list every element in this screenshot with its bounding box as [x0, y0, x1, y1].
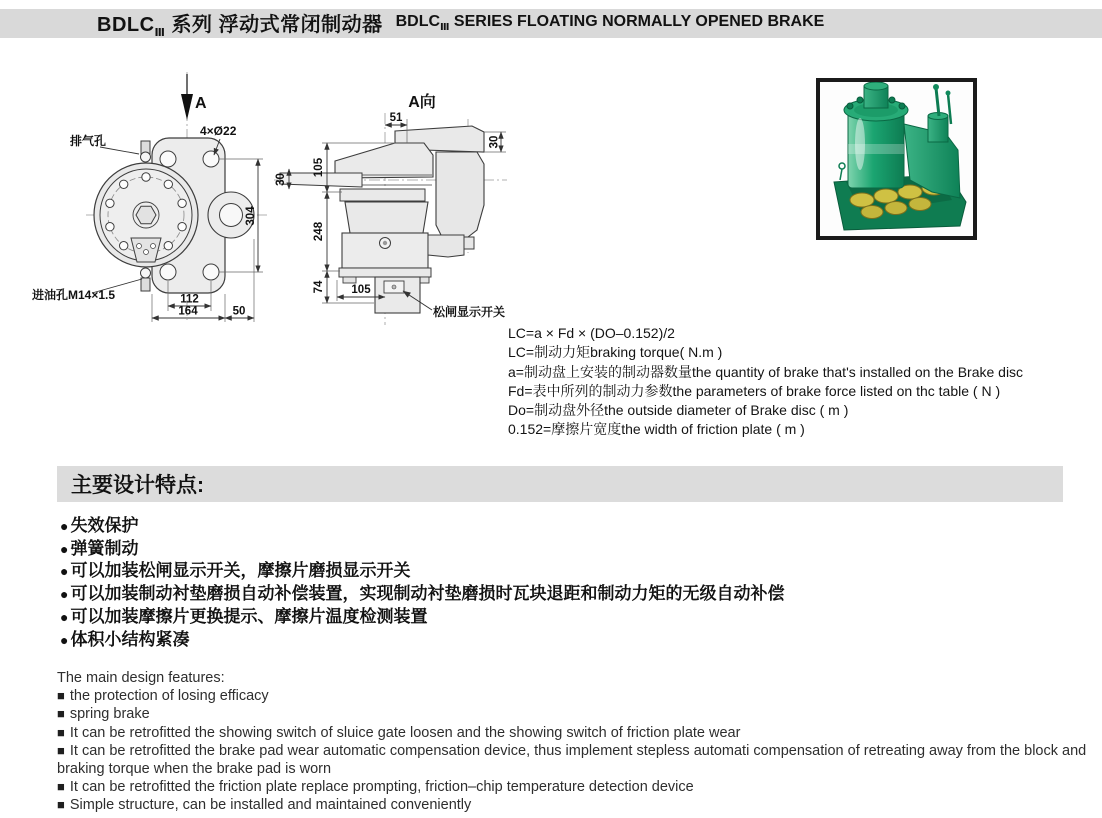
bullet-dot-icon: ●	[60, 540, 69, 557]
right-housing	[436, 152, 484, 237]
center-hex-nut	[136, 206, 156, 223]
brand-zh: BDLC	[97, 14, 155, 36]
page-header	[0, 9, 1102, 38]
title-zh-text: 系列 浮动式常闭制动器	[171, 14, 383, 36]
spring-chamber	[345, 202, 428, 233]
feature-zh-item	[60, 629, 784, 652]
feature-zh-text: 弹簧制动	[70, 538, 139, 558]
release-switch-label: 松闸显示开关	[433, 305, 506, 319]
dim-248: 248	[313, 221, 325, 242]
oil-inlet-port	[141, 268, 151, 278]
page-title-zh	[97, 8, 383, 39]
exhaust-hole-label: 排气孔	[70, 134, 107, 148]
bullet-dot-icon: ●	[60, 518, 69, 534]
bullet-dot-icon: ●	[60, 563, 69, 580]
feature-en-item	[57, 705, 1099, 723]
feature-zh-item	[60, 515, 784, 538]
side-view-title: A向	[408, 94, 436, 111]
feature-zh-item	[60, 538, 784, 561]
dim-30-right: 30	[488, 135, 501, 149]
feature-en-text: Simple structure, can be installed and maintained conveniently	[69, 797, 472, 814]
features-en-heading: The main design features:	[57, 670, 225, 686]
formula-block	[508, 324, 1023, 440]
feature-en-text: spring brake	[69, 706, 150, 723]
formula-line: Fd=表中所列的制动力参数the parameters of brake force listed on thc table ( N )	[508, 382, 1001, 399]
bullet-dot-icon: ●	[60, 631, 69, 648]
feature-en-text: It can be retrofitted the friction plate replace prompting, friction–chip temperature detection device	[69, 779, 694, 796]
feature-en-item	[57, 742, 1099, 778]
oil-inlet-label: 进油孔M14×1.5	[32, 288, 116, 302]
bullet-dot-icon: ●	[60, 586, 69, 603]
bolt-holes-label: 4×Ø22	[200, 124, 237, 138]
series-subscript-zh: Ⅲ	[154, 27, 166, 39]
brake-photo-render	[820, 82, 973, 236]
feature-zh-text: 可以加装摩擦片更换提示、摩擦片温度检测装置	[70, 606, 428, 626]
features-zh-list	[60, 515, 784, 651]
dim-105-left: 105	[313, 157, 325, 178]
dim-30-left: 30	[275, 173, 287, 186]
product-photo	[816, 78, 977, 240]
title-en-text: SERIES FLOATING NORMALLY OPENED BRAKE	[453, 13, 825, 31]
feature-en-text: It can be retrofitted the brake pad wear automatic compensation device, thus implement stepless automati compensation of retreating away from the block and braking torque when the brake pad is worn	[57, 742, 1087, 778]
front-view-drawing	[30, 66, 280, 328]
dim-105-bottom: 105	[351, 284, 371, 296]
feature-en-item	[57, 724, 1099, 742]
feature-zh-item	[60, 606, 784, 629]
bullet-square-icon: ■	[57, 779, 65, 795]
view-arrow-label: A	[195, 95, 207, 112]
dim-50: 50	[232, 305, 246, 318]
formula-line: a=制动盘上安装的制动器数量the quantity of brake that's installed on the Brake disc	[508, 363, 1024, 380]
feature-zh-text: 失效保护	[70, 516, 139, 535]
dim-164: 164	[178, 305, 198, 318]
feature-zh-text: 可以加装制动衬垫磨损自动补偿装置，实现制动衬垫磨损时瓦块退距和制动力矩的无级自动补偿	[70, 584, 785, 604]
feature-zh-text: 可以加装松闸显示开关，摩擦片磨损显示开关	[70, 561, 411, 581]
feature-zh-text: 体积小结构紧凑	[70, 629, 190, 649]
formula-line: LC=制动力矩braking torque( N.m )	[508, 344, 723, 361]
feature-en-text: the protection of losing efficacy	[69, 688, 269, 705]
side-view-drawing	[272, 85, 527, 330]
formula-line: 0.152=摩擦片宽度the width of friction plate ( m )	[508, 421, 805, 438]
dim-304: 304	[245, 206, 257, 226]
bullet-square-icon: ■	[57, 724, 65, 740]
dim-112: 112	[180, 293, 199, 306]
bullet-square-icon: ■	[57, 742, 65, 758]
dim-51: 51	[389, 112, 403, 124]
feature-en-item	[57, 796, 1099, 814]
feature-zh-item	[60, 583, 784, 606]
bullet-square-icon: ■	[57, 706, 65, 722]
formula-line: LC=a × Fd × (DO–0.152)/2	[508, 325, 675, 341]
section-heading-band	[57, 466, 1063, 502]
feature-en-item	[57, 778, 1099, 796]
features-en-block	[57, 669, 1099, 815]
brand-en: BDLC	[395, 13, 441, 31]
formula-line: Do=制动盘外径the outside diameter of Brake disc ( m )	[508, 402, 849, 419]
bullet-square-icon: ■	[57, 797, 65, 813]
series-subscript-en: Ⅲ	[440, 22, 450, 34]
bullet-dot-icon: ●	[60, 608, 69, 625]
feature-en-item	[57, 687, 1099, 705]
bullet-square-icon: ■	[57, 688, 65, 704]
feature-zh-item	[60, 560, 784, 583]
dim-74: 74	[313, 280, 325, 294]
page-title-en	[396, 13, 825, 33]
view-direction-arrow-icon	[181, 94, 193, 120]
section-heading: 主要设计特点:	[71, 474, 204, 497]
feature-en-text: It can be retrofitted the showing switch of sluice gate loosen and the showing switch of friction plate wear	[69, 724, 741, 741]
